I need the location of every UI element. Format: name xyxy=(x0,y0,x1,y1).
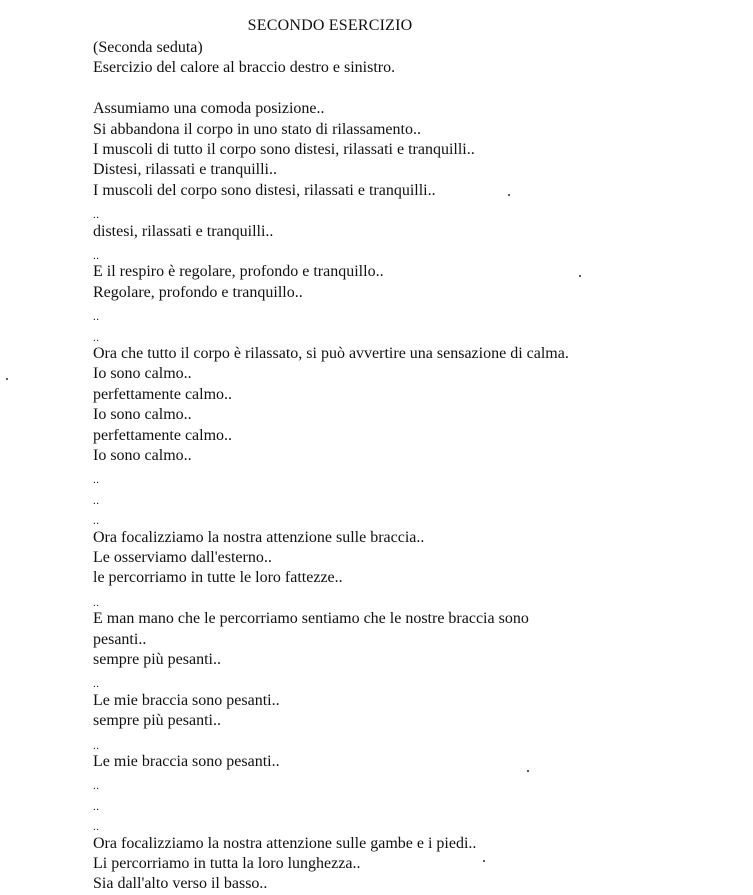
text-line: Le mie braccia sono pesanti.. xyxy=(93,753,280,771)
document-body xyxy=(93,38,713,895)
text-line: Li percorriamo in tutta la loro lunghezza.. xyxy=(93,855,361,873)
text-line: Io sono calmo.. xyxy=(93,365,192,383)
text-line: Sia dall'alto verso il basso.. xyxy=(93,875,268,893)
text-line: Assumiamo una comoda posizione.. xyxy=(93,100,325,118)
text-line: Ora che tutto il corpo è rilassato, si può avvertire una sensazione di calma. xyxy=(93,345,569,363)
ellipsis-line xyxy=(93,813,713,833)
text-line: Ora focalizziamo la nostra attenzione sulle braccia.. xyxy=(93,528,425,546)
text-line: Le osserviamo dall'esterno.. xyxy=(93,549,272,567)
text-line: Io sono calmo.. xyxy=(93,447,192,465)
text-line: Io sono calmo.. xyxy=(93,406,192,424)
text-lines xyxy=(93,79,713,895)
text-line: I muscoli di tutto il corpo sono distesi, rilassati e tranquilli.. xyxy=(93,141,475,159)
text-line: Ora focalizziamo la nostra attenzione sulle gambe e i piedi.. xyxy=(93,834,477,852)
text-line: sempre più pesanti.. xyxy=(93,712,221,730)
ellipsis-line xyxy=(93,303,713,323)
blank-line xyxy=(93,79,713,99)
text-line: le percorriamo in tutte le loro fattezze.. xyxy=(93,569,343,587)
document-subtitle: (Seconda seduta) xyxy=(93,39,203,56)
ellipsis-text: .. xyxy=(93,780,100,793)
text-line: Regolare, profondo e tranquillo.. xyxy=(93,283,303,301)
text-line: Distesi, rilassati e tranquilli.. xyxy=(93,161,277,179)
ellipsis-text: .. xyxy=(93,494,100,507)
ellipsis-line xyxy=(93,732,713,752)
ellipsis-text: .. xyxy=(93,821,100,834)
text-line: E man mano che le percorriamo sentiamo che le nostre braccia sono xyxy=(93,610,529,628)
ellipsis-line xyxy=(93,507,713,527)
ellipsis-line xyxy=(93,201,713,221)
text-line: Le mie braccia sono pesanti.. xyxy=(93,691,280,709)
ellipsis-line xyxy=(93,670,713,690)
ellipsis-text: .. xyxy=(93,515,100,528)
ellipsis-line xyxy=(93,589,713,609)
ellipsis-text: .. xyxy=(93,250,100,263)
text-line: perfettamente calmo.. xyxy=(93,426,233,444)
ellipsis-text: .. xyxy=(93,678,100,691)
document-title: SECONDO ESERCIZIO xyxy=(247,17,413,34)
ellipsis-line xyxy=(93,324,713,344)
ellipsis-text: .. xyxy=(93,474,100,487)
ellipsis-line xyxy=(93,487,713,507)
text-line: E il respiro è regolare, profondo e tranquillo.. xyxy=(93,263,384,281)
ellipsis-line xyxy=(93,466,713,486)
text-line: sempre più pesanti.. xyxy=(93,651,221,669)
ellipsis-text: .. xyxy=(93,209,100,222)
ellipsis-text: .. xyxy=(93,331,100,344)
ellipsis-line xyxy=(93,242,713,262)
text-line: perfettamente calmo.. xyxy=(93,385,233,403)
text-line: pesanti.. xyxy=(93,630,147,648)
ellipsis-text: .. xyxy=(93,800,100,813)
ellipsis-text: .. xyxy=(93,739,100,752)
text-line: distesi, rilassati e tranquilli.. xyxy=(93,222,274,240)
ellipsis-text: .. xyxy=(93,311,100,324)
text-line: Si abbandona il corpo in uno stato di rilassamento.. xyxy=(93,120,421,138)
ellipsis-text: .. xyxy=(93,596,100,609)
ellipsis-line xyxy=(93,772,713,792)
document-description: Esercizio del calore al braccio destro e sinistro. xyxy=(93,59,396,77)
ellipsis-line xyxy=(93,793,713,813)
text-line: I muscoli del corpo sono distesi, rilassati e tranquilli.. xyxy=(93,181,436,199)
